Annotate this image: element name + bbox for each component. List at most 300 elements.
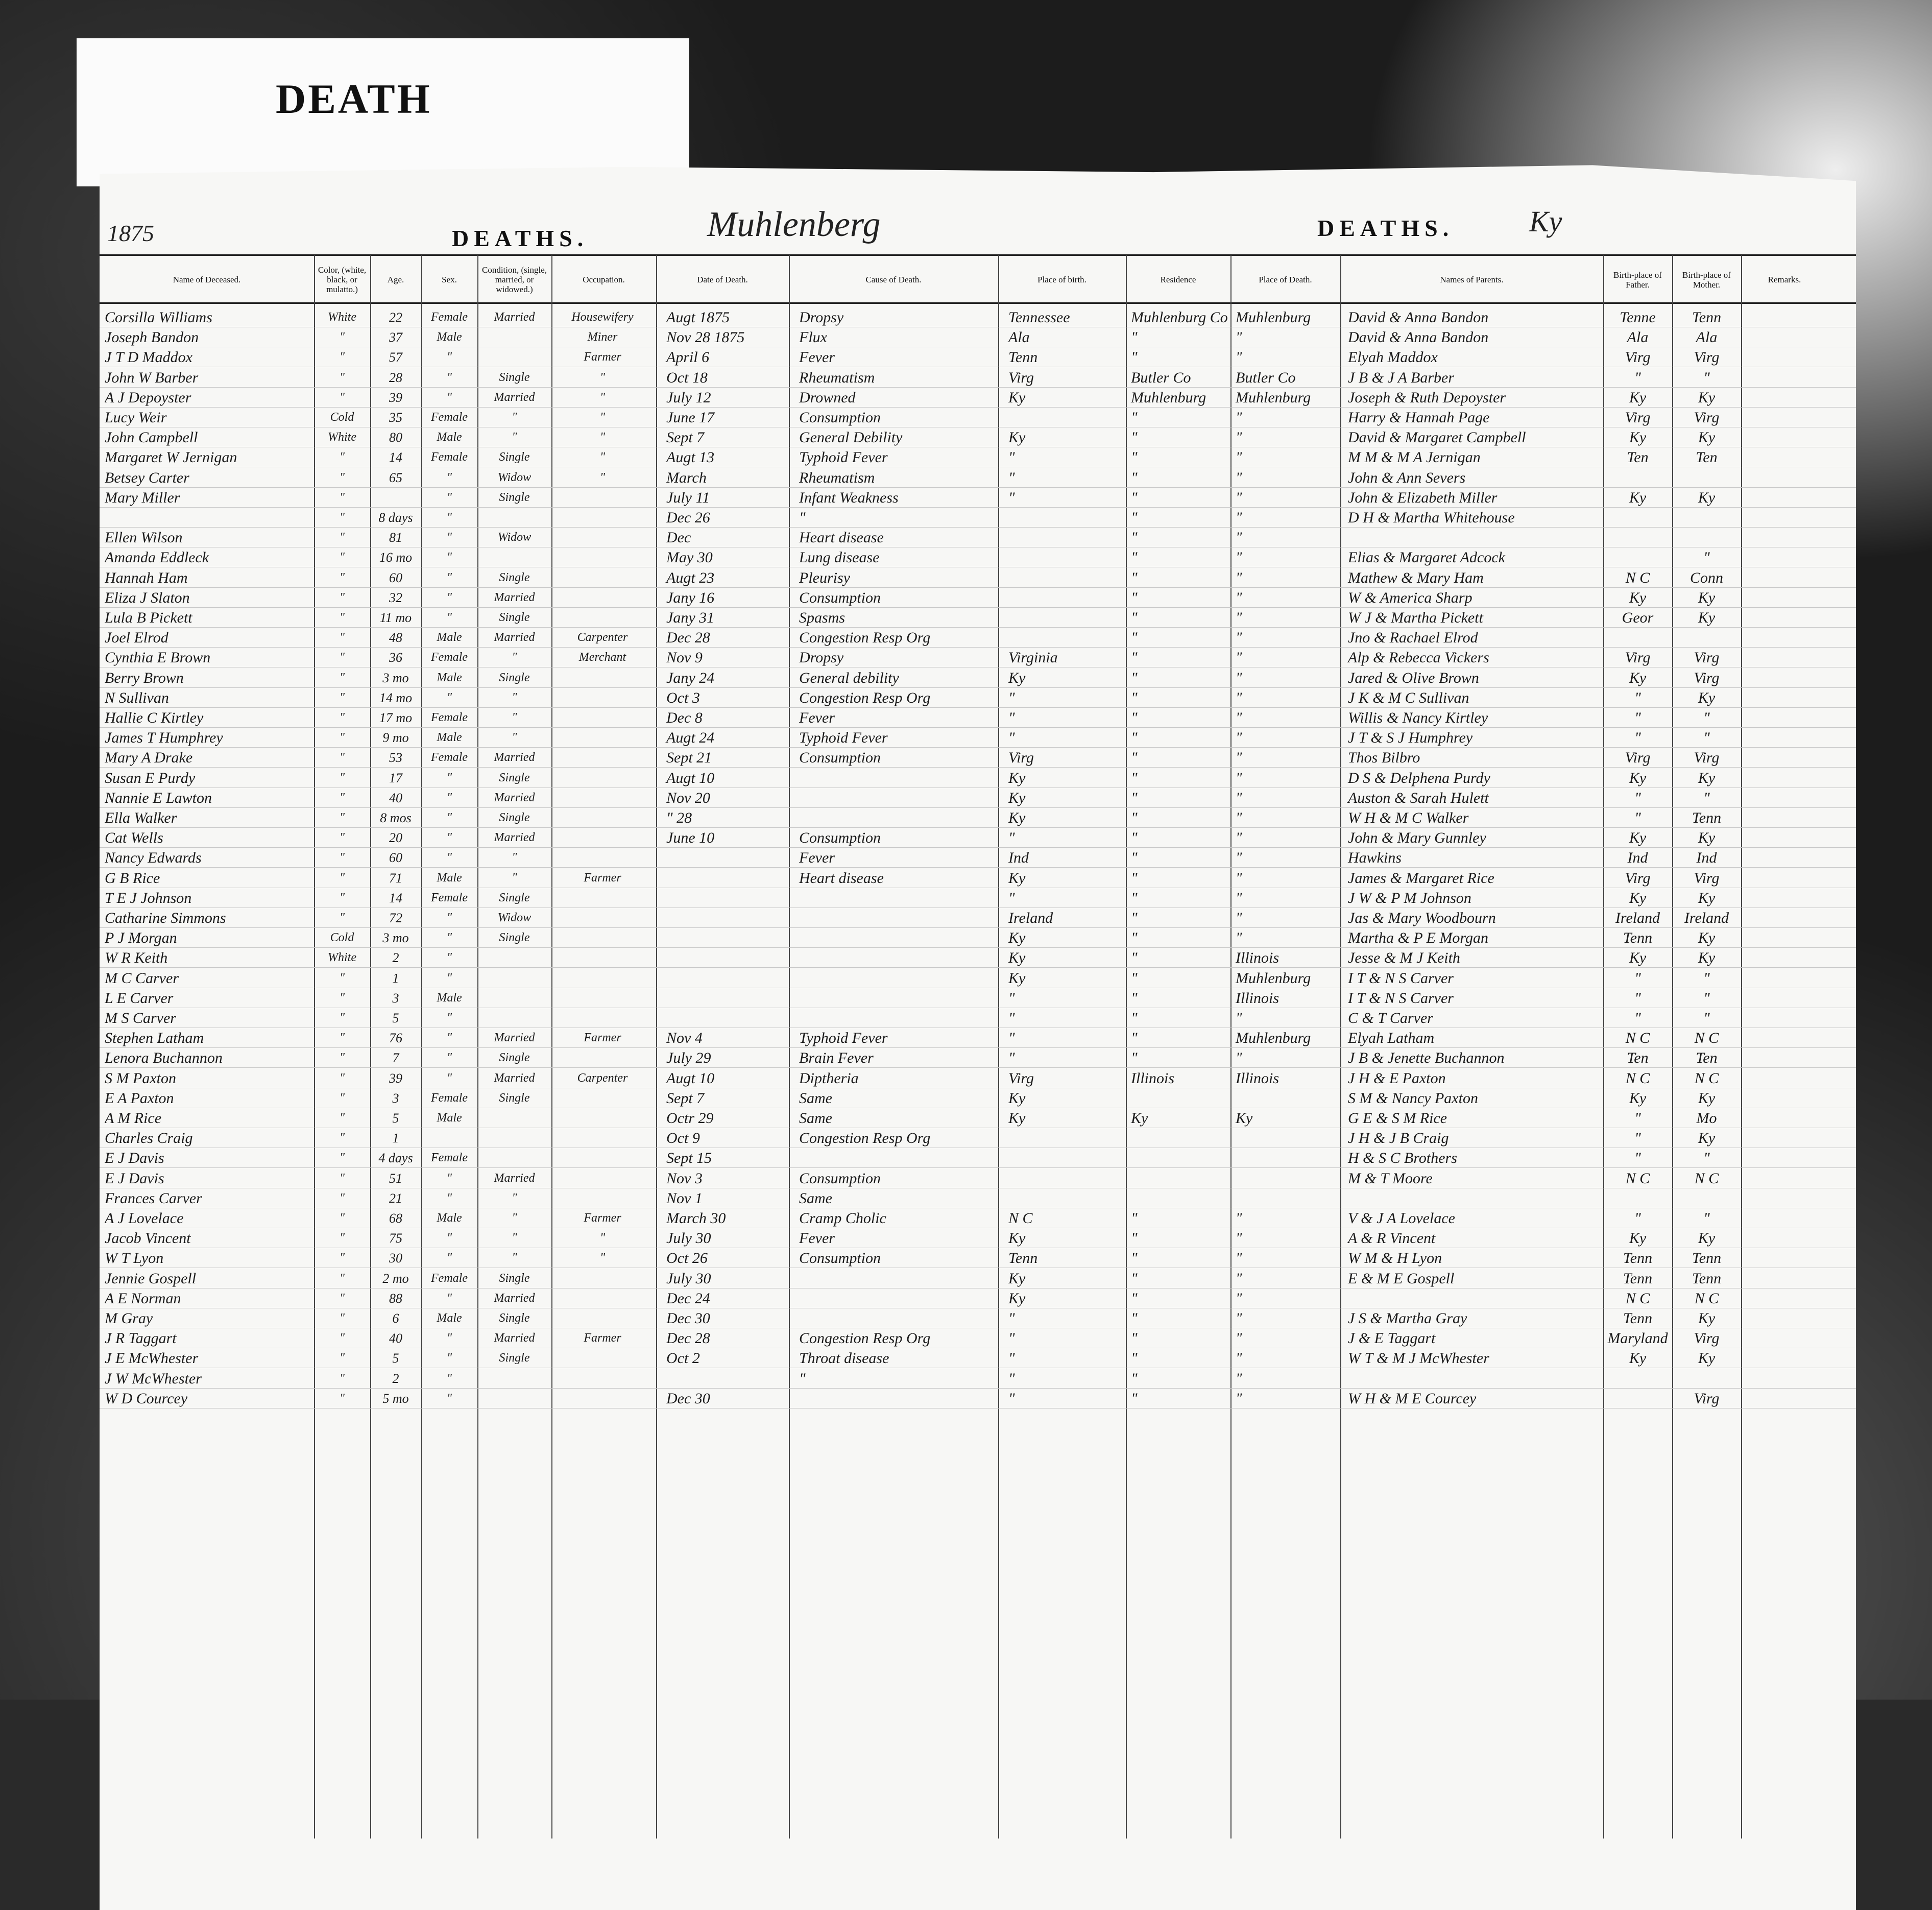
condition-cell: Married bbox=[494, 1071, 535, 1085]
parents-cell: J W & P M Johnson bbox=[1348, 889, 1471, 906]
sex-cell: " bbox=[446, 1191, 452, 1205]
table-row bbox=[100, 1068, 1856, 1088]
parents-cell: J H & E Paxton bbox=[1348, 1069, 1446, 1087]
table-row bbox=[100, 447, 1856, 467]
sex-cell: Female bbox=[431, 891, 468, 904]
mother-birthplace-cell: " bbox=[1703, 549, 1710, 566]
cause-of-death-cell: Rheumatism bbox=[799, 369, 875, 386]
table-row bbox=[100, 1188, 1856, 1208]
father-birthplace-cell: Tenn bbox=[1623, 1310, 1653, 1327]
deceased-name: Eliza J Slaton bbox=[105, 589, 190, 606]
color-cell: White bbox=[328, 951, 356, 965]
occupation-cell: " bbox=[599, 431, 606, 444]
table-row bbox=[100, 388, 1856, 408]
parents-cell: C & T Carver bbox=[1348, 1010, 1433, 1026]
place-of-death-cell bbox=[1230, 1188, 1343, 1208]
sex-cell: " bbox=[446, 971, 452, 985]
residence-cell: " bbox=[1131, 1250, 1138, 1267]
cause-of-death-cell: Consumption bbox=[799, 749, 881, 767]
deceased-name: Nancy Edwards bbox=[105, 849, 202, 867]
place-of-death-cell: " bbox=[1236, 889, 1242, 906]
occupation-cell: Miner bbox=[587, 330, 618, 344]
place-of-birth-cell: Virg bbox=[1008, 749, 1034, 767]
mother-birthplace-cell: " bbox=[1703, 989, 1710, 1007]
place-of-birth-cell bbox=[998, 1168, 1136, 1188]
place-of-death-cell: " bbox=[1236, 929, 1242, 947]
parents-cell: J B & Jenette Buchannon bbox=[1348, 1049, 1505, 1067]
heading-right: DEATHS. bbox=[1317, 215, 1454, 241]
deceased-name: J W McWhester bbox=[105, 1370, 202, 1387]
table-row bbox=[100, 928, 1856, 948]
mother-birthplace-cell: " bbox=[1703, 369, 1710, 386]
mother-birthplace-cell: Ky bbox=[1698, 769, 1716, 786]
age-cell: 72 bbox=[389, 911, 402, 925]
date-of-death-cell: Augt 10 bbox=[666, 769, 715, 786]
mother-birthplace-cell bbox=[1672, 628, 1741, 648]
date-of-death-cell: Sept 7 bbox=[666, 1089, 705, 1107]
condition-cell bbox=[477, 1008, 551, 1028]
date-of-death-cell: Dec 30 bbox=[666, 1390, 710, 1407]
place-of-death-cell: " bbox=[1236, 809, 1242, 826]
occupation-cell bbox=[551, 1348, 654, 1368]
sex-cell: Female bbox=[431, 1271, 468, 1285]
place-of-death-cell: Muhlenburg bbox=[1236, 1030, 1311, 1047]
age-cell: 5 bbox=[392, 1351, 399, 1366]
color-cell: " bbox=[339, 831, 345, 845]
place-of-birth-cell: Ky bbox=[1008, 389, 1026, 406]
deceased-name: Stephen Latham bbox=[105, 1030, 204, 1047]
mother-birthplace-cell: N C bbox=[1694, 1169, 1719, 1187]
cause-of-death-cell: Typhoid Fever bbox=[799, 449, 888, 466]
occupation-cell bbox=[551, 528, 654, 547]
age-cell: 76 bbox=[389, 1031, 402, 1046]
age-cell: 3 mo bbox=[382, 670, 409, 685]
state-name: Ky bbox=[1529, 205, 1562, 238]
sex-cell: Male bbox=[437, 330, 462, 344]
condition-cell: Single bbox=[499, 811, 530, 824]
condition-cell: " bbox=[512, 1231, 517, 1245]
parents-cell: John & Mary Gunnley bbox=[1348, 829, 1486, 847]
color-cell: " bbox=[339, 1111, 345, 1125]
mother-birthplace-cell: Ky bbox=[1698, 389, 1716, 406]
residence-cell: Illinois bbox=[1131, 1069, 1175, 1087]
condition-cell: Married bbox=[494, 1031, 535, 1045]
deceased-name: Susan E Purdy bbox=[105, 769, 196, 786]
parents-cell: Alp & Rebecca Vickers bbox=[1348, 649, 1489, 666]
sex-cell: " bbox=[446, 1011, 452, 1024]
occupation-cell bbox=[551, 1108, 654, 1128]
parents-cell bbox=[1340, 1288, 1608, 1308]
sex-cell: " bbox=[446, 951, 452, 965]
parents-cell: W H & M C Walker bbox=[1348, 809, 1469, 826]
date-of-death-cell: July 29 bbox=[666, 1049, 711, 1067]
cause-of-death-cell: Heart disease bbox=[799, 529, 884, 546]
parents-cell: Elyah Maddox bbox=[1348, 349, 1438, 366]
date-of-death-cell: March bbox=[666, 469, 707, 486]
cause-of-death-cell: Same bbox=[799, 1189, 832, 1207]
table-row bbox=[100, 1328, 1856, 1348]
residence-cell bbox=[1126, 1128, 1233, 1148]
table-row bbox=[100, 1348, 1856, 1368]
parents-cell: J B & J A Barber bbox=[1348, 369, 1455, 386]
age-cell: 88 bbox=[389, 1291, 402, 1306]
col-header-condition: Condition, (single, married, or widowed.) bbox=[481, 265, 547, 294]
color-cell: Cold bbox=[330, 931, 354, 945]
date-of-death-cell: Oct 18 bbox=[666, 369, 708, 386]
table-row bbox=[100, 1028, 1856, 1048]
father-birthplace-cell: Virg bbox=[1625, 349, 1651, 366]
table-row bbox=[100, 1008, 1856, 1028]
table-row bbox=[100, 668, 1856, 688]
death-register-sheet bbox=[100, 163, 1856, 1910]
date-of-death-cell: Dec 26 bbox=[666, 509, 710, 526]
condition-cell: Single bbox=[499, 450, 530, 464]
place-of-birth-cell: " bbox=[1008, 449, 1015, 466]
color-cell: " bbox=[339, 1151, 345, 1165]
sex-cell: " bbox=[446, 511, 452, 524]
residence-cell: " bbox=[1131, 789, 1138, 806]
table-row bbox=[100, 1248, 1856, 1268]
condition-cell: Married bbox=[494, 1291, 535, 1305]
parents-cell: Jno & Rachael Elrod bbox=[1348, 629, 1478, 647]
father-birthplace-cell: " bbox=[1634, 1130, 1641, 1147]
occupation-cell bbox=[551, 1168, 654, 1188]
condition-cell: Single bbox=[499, 490, 530, 504]
deceased-name: J T D Maddox bbox=[105, 349, 192, 366]
place-of-birth-cell: Tennessee bbox=[1008, 309, 1070, 326]
place-of-death-cell: " bbox=[1236, 1250, 1242, 1267]
residence-cell bbox=[1126, 1168, 1233, 1188]
color-cell: " bbox=[339, 1051, 345, 1065]
deceased-name: Mary A Drake bbox=[105, 749, 193, 767]
residence-cell: " bbox=[1131, 649, 1138, 666]
parents-cell: David & Margaret Campbell bbox=[1348, 429, 1526, 446]
occupation-cell bbox=[551, 608, 654, 628]
age-cell: 32 bbox=[389, 590, 402, 605]
residence-cell: " bbox=[1131, 1370, 1138, 1387]
place-of-birth-cell: " bbox=[1008, 489, 1015, 506]
age-cell: 1 bbox=[392, 1131, 399, 1146]
residence-cell: " bbox=[1131, 1030, 1138, 1047]
cause-of-death-cell: Brain Fever bbox=[799, 1049, 874, 1067]
occupation-cell: " bbox=[599, 370, 606, 384]
father-birthplace-cell: Virg bbox=[1625, 749, 1651, 767]
cause-of-death-cell: Consumption bbox=[799, 409, 881, 426]
mother-birthplace-cell: Ireland bbox=[1684, 910, 1729, 926]
mother-birthplace-cell: Ky bbox=[1698, 929, 1716, 947]
father-birthplace-cell: Virg bbox=[1625, 409, 1651, 426]
cause-of-death-cell: Same bbox=[799, 1110, 832, 1127]
table-row bbox=[100, 1228, 1856, 1248]
cause-of-death-cell bbox=[789, 768, 1003, 788]
date-of-death-cell: Sept 15 bbox=[666, 1150, 712, 1167]
mother-birthplace-cell: Ten bbox=[1696, 1049, 1718, 1067]
father-birthplace-cell: Geor bbox=[1622, 609, 1654, 626]
condition-cell: " bbox=[512, 1211, 517, 1225]
deceased-name: Lula B Pickett bbox=[105, 609, 192, 626]
father-birthplace-cell: N C bbox=[1625, 569, 1650, 586]
cause-of-death-cell bbox=[789, 1269, 1003, 1288]
residence-cell: " bbox=[1131, 949, 1138, 967]
occupation-cell bbox=[551, 1369, 654, 1389]
cause-of-death-cell: Fever bbox=[799, 1230, 835, 1247]
residence-cell: Muhlenburg bbox=[1131, 389, 1206, 406]
age-cell: 8 mos bbox=[380, 810, 412, 825]
place-of-death-cell: " bbox=[1236, 529, 1242, 546]
condition-cell: Single bbox=[499, 1351, 530, 1365]
residence-cell: " bbox=[1131, 1310, 1138, 1327]
mother-birthplace-cell: " bbox=[1703, 969, 1710, 987]
condition-cell: " bbox=[512, 871, 517, 885]
date-of-death-cell: June 10 bbox=[666, 829, 715, 847]
table-row bbox=[100, 628, 1856, 648]
col-header-mother-birthplace: Birth-place of Mother. bbox=[1682, 270, 1731, 290]
place-of-death-cell bbox=[1230, 1148, 1343, 1168]
sex-cell: " bbox=[446, 1251, 452, 1265]
mother-birthplace-cell: Ky bbox=[1698, 429, 1716, 446]
table-row bbox=[100, 1208, 1856, 1228]
parents-cell: J K & M C Sullivan bbox=[1348, 689, 1469, 706]
color-cell: " bbox=[339, 1311, 345, 1325]
parents-cell: Jas & Mary Woodbourn bbox=[1348, 910, 1496, 926]
age-cell: 14 bbox=[389, 890, 402, 905]
condition-cell: Widow bbox=[497, 911, 532, 924]
occupation-cell: Carpenter bbox=[577, 631, 628, 644]
age-cell: 3 bbox=[392, 1090, 399, 1106]
color-cell: " bbox=[339, 511, 345, 524]
deceased-name: E A Paxton bbox=[105, 1089, 174, 1107]
place-of-death-cell: " bbox=[1236, 449, 1242, 466]
condition-cell bbox=[477, 547, 551, 567]
occupation-cell: Farmer bbox=[584, 1031, 621, 1045]
deceased-name: Cat Wells bbox=[105, 829, 163, 847]
sex-cell: " bbox=[446, 370, 452, 384]
date-of-death-cell: Oct 9 bbox=[666, 1130, 700, 1147]
date-of-death-cell bbox=[656, 1369, 796, 1389]
mother-birthplace-cell: Conn bbox=[1689, 569, 1723, 586]
condition-cell: Married bbox=[494, 791, 535, 804]
date-of-death-cell: Jany 31 bbox=[666, 609, 715, 626]
cause-of-death-cell: Throat disease bbox=[799, 1350, 889, 1367]
age-cell: 21 bbox=[389, 1190, 402, 1206]
condition-cell: " bbox=[512, 711, 517, 724]
residence-cell: " bbox=[1131, 729, 1138, 747]
color-cell: " bbox=[339, 651, 345, 664]
sex-cell: Male bbox=[437, 871, 462, 885]
table-row bbox=[100, 588, 1856, 608]
date-of-death-cell: Dec 24 bbox=[666, 1290, 710, 1307]
place-of-birth-cell: Ky bbox=[1008, 969, 1026, 987]
color-cell: " bbox=[339, 751, 345, 765]
table-row bbox=[100, 1389, 1856, 1408]
color-cell: Cold bbox=[330, 411, 354, 424]
age-cell: 2 bbox=[392, 1371, 399, 1386]
father-birthplace-cell bbox=[1603, 547, 1672, 567]
heading-left: DEATHS. bbox=[452, 225, 589, 251]
color-cell: " bbox=[339, 711, 345, 724]
place-of-birth-cell: Virginia bbox=[1008, 649, 1058, 666]
age-cell: 5 mo bbox=[382, 1391, 409, 1406]
col-header-color: Color, (white, black, or mulatto.) bbox=[318, 265, 367, 294]
occupation-cell: Carpenter bbox=[577, 1071, 628, 1085]
father-birthplace-cell bbox=[1603, 628, 1672, 648]
cause-of-death-cell: Lung disease bbox=[799, 549, 880, 566]
age-cell: 4 days bbox=[378, 1151, 413, 1166]
deceased-name: T E J Johnson bbox=[105, 889, 192, 906]
deceased-name bbox=[105, 508, 299, 528]
col-header-remarks: Remarks. bbox=[1768, 275, 1801, 284]
father-birthplace-cell: Ky bbox=[1629, 829, 1647, 847]
place-of-birth-cell: " bbox=[1008, 989, 1015, 1007]
sex-cell: " bbox=[446, 590, 452, 604]
color-cell: " bbox=[339, 1191, 345, 1205]
cause-of-death-cell: Congestion Resp Org bbox=[799, 1130, 931, 1147]
father-birthplace-cell: Tenn bbox=[1623, 1250, 1653, 1267]
occupation-cell: " bbox=[599, 411, 606, 424]
condition-cell: Married bbox=[494, 1331, 535, 1345]
cause-of-death-cell: Drowned bbox=[799, 389, 856, 406]
col-header-place-of-birth: Place of birth. bbox=[1037, 275, 1086, 284]
color-cell: " bbox=[339, 731, 345, 745]
residence-cell: " bbox=[1131, 1210, 1138, 1227]
age-cell: 5 bbox=[392, 1111, 399, 1126]
deceased-name: J E McWhester bbox=[105, 1350, 199, 1367]
place-of-birth-cell: " bbox=[1008, 1010, 1015, 1026]
residence-cell: " bbox=[1131, 349, 1138, 366]
cause-of-death-cell bbox=[789, 1008, 1003, 1028]
occupation-cell: Farmer bbox=[584, 871, 621, 885]
parents-cell: S M & Nancy Paxton bbox=[1348, 1089, 1478, 1107]
occupation-cell bbox=[551, 888, 654, 908]
age-cell: 28 bbox=[389, 370, 402, 385]
condition-cell: Widow bbox=[497, 470, 532, 484]
place-of-birth-cell: Ky bbox=[1008, 1230, 1026, 1247]
date-of-death-cell: Augt 10 bbox=[666, 1069, 715, 1087]
date-of-death-cell: Sept 7 bbox=[666, 429, 705, 446]
condition-cell bbox=[477, 988, 551, 1008]
color-cell: " bbox=[339, 350, 345, 364]
condition-cell: Single bbox=[499, 891, 530, 904]
date-of-death-cell: Dec 8 bbox=[666, 709, 703, 726]
place-of-death-cell: Butler Co bbox=[1236, 369, 1296, 386]
place-of-death-cell: " bbox=[1236, 709, 1242, 726]
cause-of-death-cell bbox=[789, 788, 1003, 808]
residence-cell: " bbox=[1131, 589, 1138, 606]
table-row bbox=[100, 1288, 1856, 1308]
occupation-cell bbox=[551, 1128, 654, 1148]
deceased-name: Ellen Wilson bbox=[105, 529, 183, 546]
parents-cell: W H & M E Courcey bbox=[1348, 1390, 1477, 1407]
deceased-name: Nannie E Lawton bbox=[105, 789, 212, 806]
deceased-name: W R Keith bbox=[105, 949, 168, 967]
condition-cell bbox=[477, 948, 551, 968]
sex-cell: " bbox=[446, 390, 452, 404]
parents-cell bbox=[1340, 1188, 1608, 1208]
place-of-death-cell: " bbox=[1236, 829, 1242, 847]
color-cell: " bbox=[339, 671, 345, 684]
residence-cell: " bbox=[1131, 569, 1138, 586]
sex-cell: " bbox=[446, 791, 452, 804]
color-cell: " bbox=[339, 1171, 345, 1185]
cause-of-death-cell bbox=[789, 948, 1003, 968]
color-cell: " bbox=[339, 450, 345, 464]
residence-cell: " bbox=[1131, 769, 1138, 786]
age-cell: 81 bbox=[389, 530, 402, 545]
sex-cell: Female bbox=[431, 311, 468, 324]
cause-of-death-cell: Infant Weakness bbox=[799, 489, 899, 506]
color-cell: " bbox=[339, 1071, 345, 1085]
mother-birthplace-cell bbox=[1672, 468, 1741, 488]
residence-cell: Muhlenburg Co bbox=[1131, 309, 1228, 326]
condition-cell: Single bbox=[499, 1091, 530, 1105]
mother-birthplace-cell: Ky bbox=[1698, 689, 1716, 706]
deceased-name: Lenora Buchannon bbox=[105, 1049, 223, 1067]
condition-cell: Single bbox=[499, 1271, 530, 1285]
color-cell: " bbox=[339, 531, 345, 544]
place-of-birth-cell: Ky bbox=[1008, 669, 1026, 686]
color-cell: " bbox=[339, 1351, 345, 1365]
table-row bbox=[100, 948, 1856, 968]
residence-cell: " bbox=[1131, 329, 1138, 346]
mother-birthplace-cell: Virg bbox=[1694, 409, 1720, 426]
age-cell: 39 bbox=[389, 1070, 402, 1086]
mother-birthplace-cell: Tenn bbox=[1692, 1250, 1722, 1267]
mother-birthplace-cell: Tenn bbox=[1692, 1270, 1722, 1287]
mother-birthplace-cell: Ky bbox=[1698, 489, 1716, 506]
place-of-death-cell: " bbox=[1236, 549, 1242, 566]
color-cell: " bbox=[339, 611, 345, 624]
date-of-death-cell: July 30 bbox=[666, 1270, 711, 1287]
cause-of-death-cell bbox=[789, 1288, 1003, 1308]
place-of-death-cell: " bbox=[1236, 629, 1242, 647]
residence-cell bbox=[1126, 1088, 1233, 1108]
date-of-death-cell: July 12 bbox=[666, 389, 711, 406]
place-of-death-cell: " bbox=[1236, 1310, 1242, 1327]
residence-cell: " bbox=[1131, 549, 1138, 566]
cause-of-death-cell: Heart disease bbox=[799, 869, 884, 887]
father-birthplace-cell: " bbox=[1634, 969, 1641, 987]
deceased-name: Betsey Carter bbox=[105, 469, 189, 486]
cause-of-death-cell: General debility bbox=[799, 669, 899, 686]
father-birthplace-cell: Virg bbox=[1625, 649, 1651, 666]
condition-cell: " bbox=[512, 431, 517, 444]
mother-birthplace-cell: N C bbox=[1694, 1069, 1719, 1087]
sex-cell: " bbox=[446, 611, 452, 624]
father-birthplace-cell: " bbox=[1634, 729, 1641, 747]
mother-birthplace-cell: Ky bbox=[1698, 609, 1716, 626]
cause-of-death-cell bbox=[789, 988, 1003, 1008]
table-row bbox=[100, 848, 1856, 868]
date-of-death-cell: Dec 28 bbox=[666, 629, 710, 647]
residence-cell: " bbox=[1131, 1049, 1138, 1067]
table-row bbox=[100, 508, 1856, 528]
sex-cell: " bbox=[446, 1351, 452, 1365]
occupation-cell bbox=[551, 1148, 654, 1168]
parents-cell: J S & Martha Gray bbox=[1348, 1310, 1467, 1327]
cause-of-death-cell bbox=[789, 808, 1003, 828]
condition-cell bbox=[477, 968, 551, 988]
father-birthplace-cell: Ky bbox=[1629, 1230, 1647, 1247]
date-of-death-cell bbox=[656, 928, 796, 948]
sex-cell: " bbox=[446, 1291, 452, 1305]
col-header-cause: Cause of Death. bbox=[865, 275, 922, 284]
place-of-birth-cell bbox=[998, 508, 1136, 528]
parents-cell: Hawkins bbox=[1348, 849, 1402, 867]
date-of-death-cell: Augt 1875 bbox=[666, 309, 730, 326]
date-of-death-cell bbox=[656, 848, 796, 868]
place-of-birth-cell: Ky bbox=[1008, 809, 1026, 826]
condition-cell: Married bbox=[494, 590, 535, 604]
